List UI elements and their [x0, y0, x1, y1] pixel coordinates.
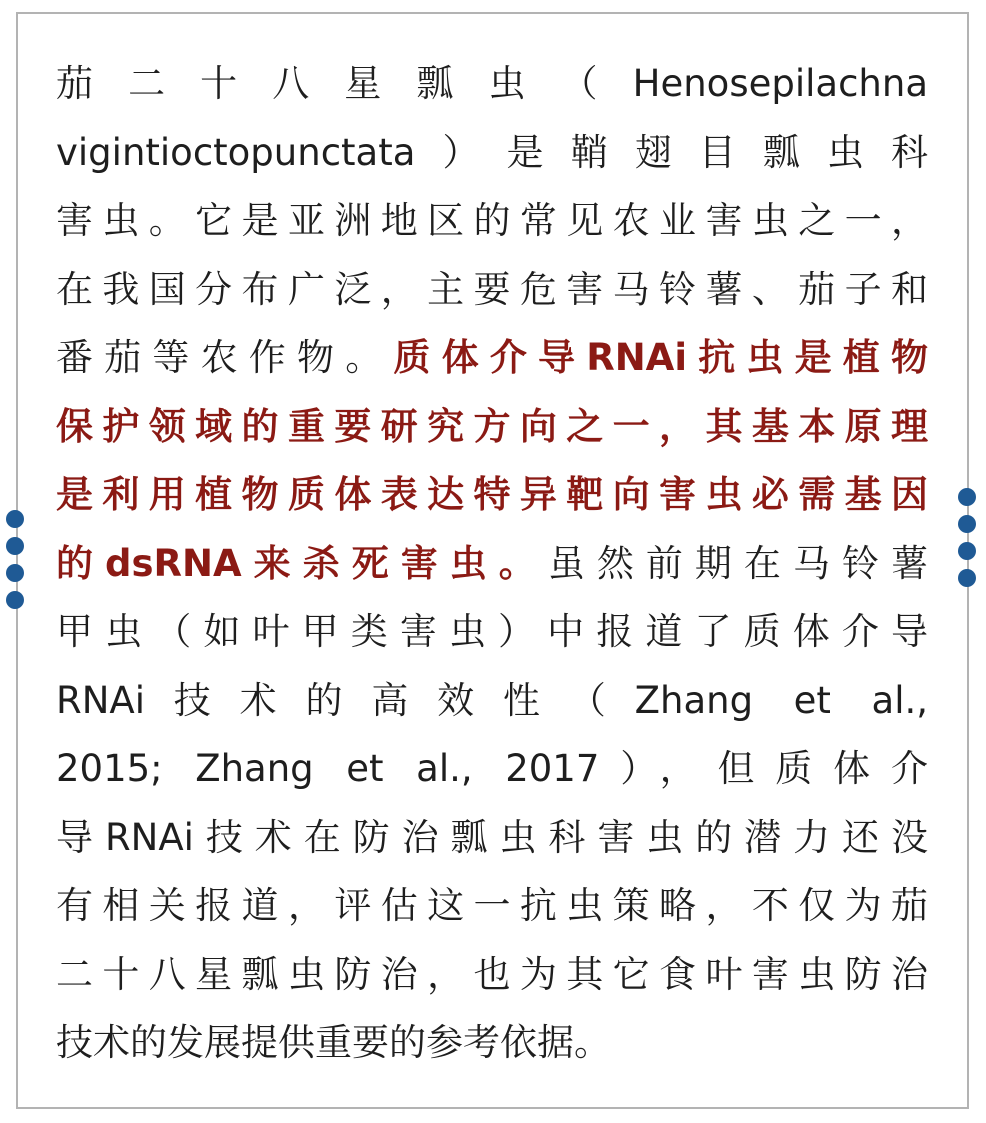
- decorative-dot: [6, 537, 24, 555]
- body-text: 茄二十八星瓢虫（Henosepilachna: [56, 62, 928, 105]
- text-line: [56, 804, 928, 873]
- text-line: [56, 187, 928, 256]
- body-text: 甲虫（如叶甲类害虫）中报道了质体介导: [56, 610, 928, 653]
- decorative-dot: [958, 569, 976, 587]
- body-text: 有相关报道，评估这一抗虫策略，不仅为茄: [56, 884, 928, 927]
- highlighted-text: 质体介导RNAi抗虫是植物: [393, 336, 929, 379]
- decorative-dot: [958, 488, 976, 506]
- text-line: [56, 735, 928, 804]
- body-text: 害虫。它是亚洲地区的常见农业害虫之一，: [56, 199, 928, 242]
- article-text: [56, 50, 928, 1078]
- decorative-dot: [6, 510, 24, 528]
- highlighted-text: 保护领域的重要研究方向之一，其基本原理: [56, 404, 928, 448]
- decorative-dot: [6, 591, 24, 609]
- right-dots-decoration: [958, 488, 978, 596]
- body-text: vigintioctopunctata）是鞘翅目瓢虫科: [56, 130, 928, 174]
- body-text: 导RNAi技术在防治瓢虫科害虫的潜力还没: [56, 815, 928, 859]
- text-line: [56, 461, 928, 530]
- body-text: 虽然前期在马铃薯: [547, 541, 928, 585]
- text-line: [56, 256, 928, 325]
- text-line: [56, 872, 928, 941]
- text-line: [56, 530, 928, 599]
- text-line: [56, 119, 928, 188]
- text-line: [56, 1009, 928, 1078]
- highlighted-text: 是利用植物质体表达特异靶向害虫必需基因: [56, 473, 928, 516]
- left-dots-decoration: [6, 510, 26, 618]
- decorative-dot: [6, 564, 24, 582]
- body-text: 2015; Zhang et al., 2017），但质体介: [56, 747, 928, 790]
- decorative-dot: [958, 542, 976, 560]
- text-line: [56, 941, 928, 1010]
- body-text: 番茄等农作物。: [56, 336, 394, 379]
- text-line: [56, 324, 928, 393]
- text-line: [56, 50, 928, 119]
- body-text: 二十八星瓢虫防治，也为其它食叶害虫防治: [56, 952, 928, 996]
- body-text: 在我国分布广泛，主要危害马铃薯、茄子和: [56, 267, 928, 311]
- text-line: [56, 598, 928, 667]
- decorative-dot: [958, 515, 976, 533]
- text-line: [56, 393, 928, 462]
- highlighted-text: 的dsRNA来杀死害虫。: [56, 541, 548, 585]
- text-line: [56, 667, 928, 736]
- body-text: RNAi技术的高效性（Zhang et al.,: [56, 678, 928, 722]
- body-text: 技术的发展提供重要的参考依据。: [56, 1021, 611, 1064]
